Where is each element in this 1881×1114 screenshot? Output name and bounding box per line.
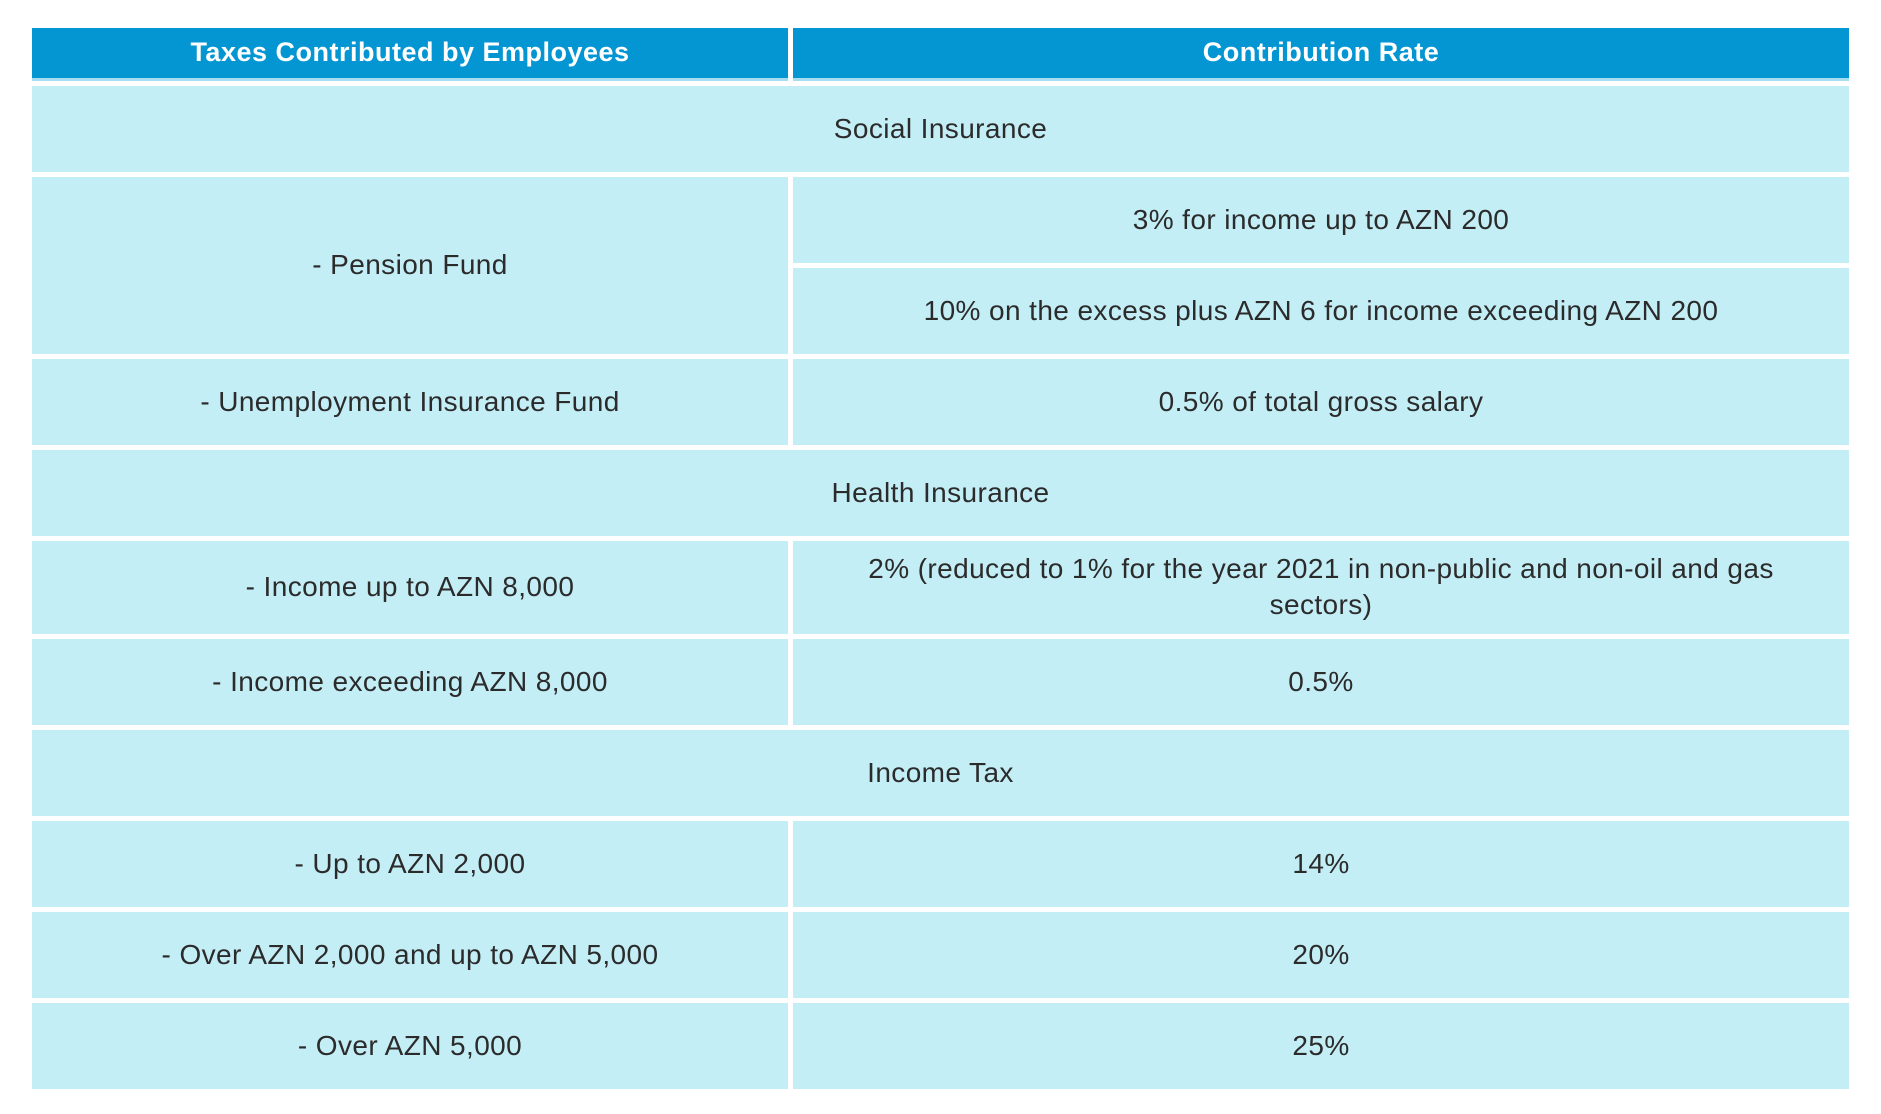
table-row-over-5000 (32, 1003, 1849, 1089)
rate-over-5000: 25% (793, 1003, 1849, 1089)
label-pension-fund: - Pension Fund (32, 177, 788, 354)
section-row-health-insurance (32, 450, 1849, 536)
table-row-up-to-2000 (32, 821, 1849, 907)
section-row-social-insurance (32, 86, 1849, 172)
table-row-unemployment-insurance (32, 359, 1849, 445)
section-label-health-insurance: Health Insurance (32, 450, 1849, 536)
table-row-income-up-to-8000 (32, 541, 1849, 634)
table-row-pension-fund (32, 177, 1849, 354)
rate-over-2000-up-to-5000: 20% (793, 912, 1849, 998)
label-income-up-to-8000: - Income up to AZN 8,000 (32, 541, 788, 634)
rate-pension-tier-2: 10% on the excess plus AZN 6 for income exceeding AZN 200 (793, 268, 1849, 354)
rate-income-up-to-8000: 2% (reduced to 1% for the year 2021 in non-public and non-oil and gas sectors) (793, 541, 1849, 634)
label-over-2000-up-to-5000: - Over AZN 2,000 and up to AZN 5,000 (32, 912, 788, 998)
section-label-social-insurance: Social Insurance (32, 86, 1849, 172)
label-income-exceeding-8000: - Income exceeding AZN 8,000 (32, 639, 788, 725)
table-header-row (32, 28, 1849, 81)
label-up-to-2000: - Up to AZN 2,000 (32, 821, 788, 907)
rate-up-to-2000: 14% (793, 821, 1849, 907)
rate-pension-tier-1: 3% for income up to AZN 200 (793, 177, 1849, 263)
table-row-income-exceeding-8000 (32, 639, 1849, 725)
employee-tax-contribution-table (32, 28, 1849, 1089)
rate-income-exceeding-8000: 0.5% (793, 639, 1849, 725)
header-contribution-rate: Contribution Rate (793, 28, 1849, 81)
table-row-over-2000-up-to-5000 (32, 912, 1849, 998)
pension-fund-rate-tiers (793, 177, 1849, 354)
section-label-income-tax: Income Tax (32, 730, 1849, 816)
section-row-income-tax (32, 730, 1849, 816)
label-over-5000: - Over AZN 5,000 (32, 1003, 788, 1089)
rate-unemployment-insurance-fund: 0.5% of total gross salary (793, 359, 1849, 445)
header-taxes-contributed-by-employees: Taxes Contributed by Employees (32, 28, 788, 81)
label-unemployment-insurance-fund: - Unemployment Insurance Fund (32, 359, 788, 445)
